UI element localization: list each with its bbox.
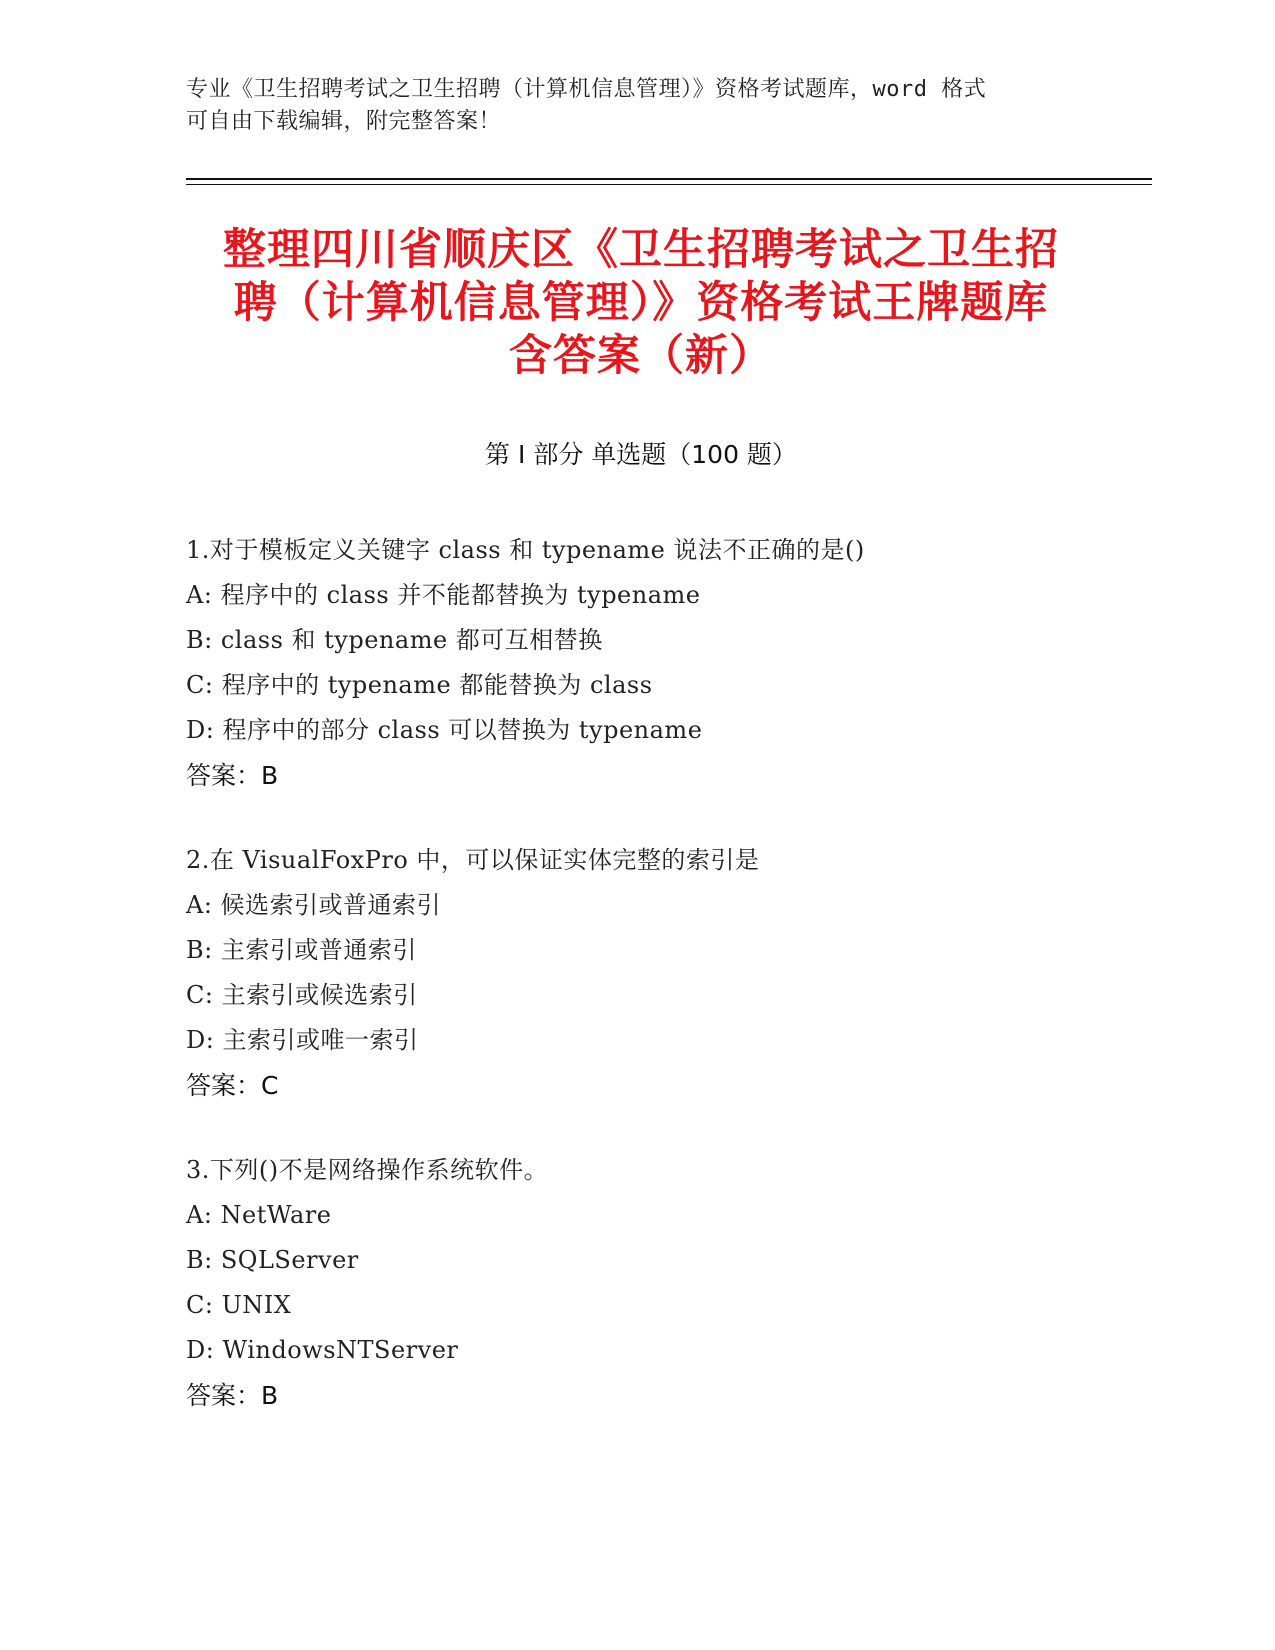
question-option-d: D: 程序中的部分 class 可以替换为 typename (186, 716, 703, 744)
question-item (186, 1148, 1146, 1418)
question-stem: 1.对于模板定义关键字 class 和 typename 说法不正确的是() (186, 536, 865, 564)
question-option-b: B: SQLServer (186, 1246, 359, 1274)
question-answer: 答案：B (186, 1381, 279, 1410)
document-title-line-3: 含答案（新） (509, 331, 773, 381)
question-option-d: D: 主索引或唯一索引 (186, 1026, 419, 1054)
question-answer: 答案：B (186, 761, 279, 790)
question-option-a: A: 程序中的 class 并不能都替换为 typename (186, 581, 701, 609)
question-item (186, 838, 1146, 1108)
question-option-a: A: NetWare (186, 1201, 332, 1229)
question-option-a: A: 候选索引或普通索引 (186, 891, 442, 919)
question-item (186, 528, 1146, 798)
question-option-b: B: 主索引或普通索引 (186, 936, 417, 964)
question-option-b: B: class 和 typename 都可互相替换 (186, 626, 603, 654)
question-list (186, 528, 1146, 1458)
document-title-line-2: 聘（计算机信息管理）》资格考试王牌题库 (233, 278, 1049, 328)
document-title (186, 224, 1096, 383)
question-option-d: D: WindowsNTServer (186, 1336, 459, 1364)
header-note-line-1: 专业《卫生招聘考试之卫生招聘（计算机信息管理）》资格考试题库，word 格式 (186, 77, 987, 102)
header-divider-thick (186, 178, 1152, 180)
question-option-c: C: 主索引或候选索引 (186, 981, 418, 1009)
question-answer: 答案：C (186, 1071, 279, 1100)
question-stem: 2.在 VisualFoxPro 中，可以保证实体完整的索引是 (186, 846, 760, 874)
header-note-line-2: 可自由下载编辑，附完整答案！ (186, 109, 502, 134)
question-stem: 3.下列()不是网络操作系统软件。 (186, 1156, 549, 1184)
question-option-c: C: UNIX (186, 1291, 292, 1319)
header-divider-thin (186, 184, 1152, 185)
section-heading: 第 I 部分 单选题（100 题） (485, 440, 797, 469)
document-header-note (186, 74, 1086, 138)
document-title-line-1: 整理四川省顺庆区《卫生招聘考试之卫生招 (223, 225, 1059, 275)
question-option-c: C: 程序中的 typename 都能替换为 class (186, 671, 653, 699)
